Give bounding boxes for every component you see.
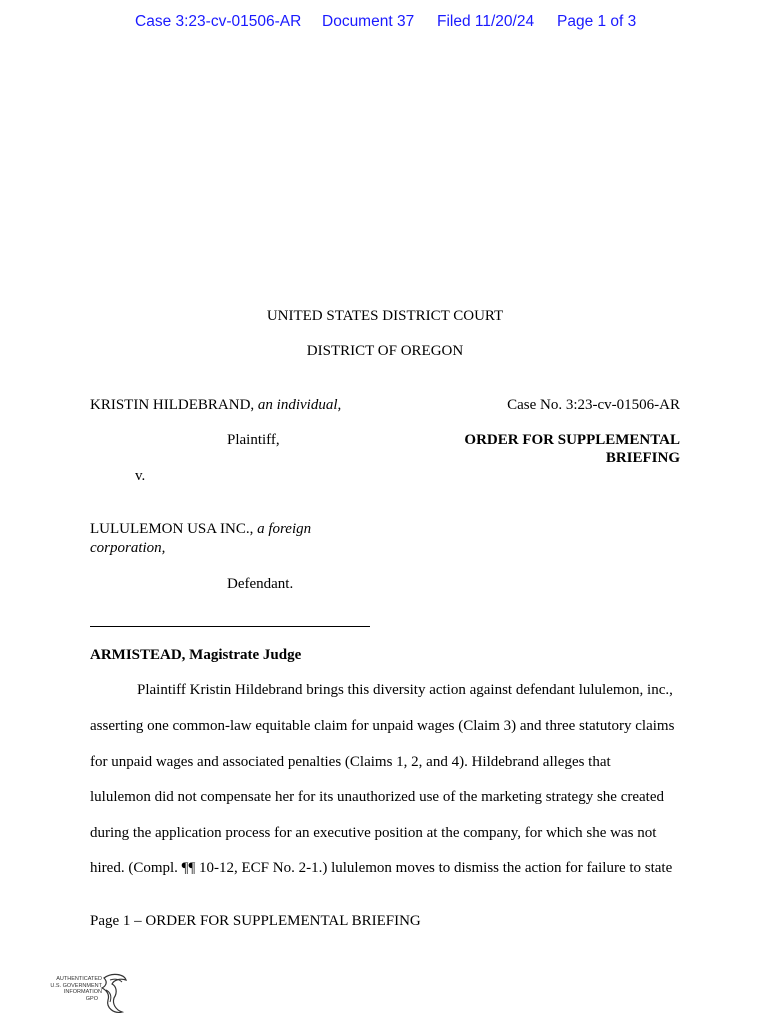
body-line: Plaintiff Kristin Hildebrand brings this diversity action against defendant lululemon, inc., — [137, 682, 673, 698]
plaintiff-caption — [90, 397, 341, 414]
body-line: for unpaid wages and associated penalties (Claims 1, 2, and 4). Hildebrand alleges that — [90, 754, 611, 770]
order-title — [464, 432, 680, 467]
gpo-authentication-logo — [40, 970, 140, 1018]
body-line: during the application process for an executive position at the company, for which she was not — [90, 825, 657, 841]
gpo-line4: GPO — [85, 995, 98, 1002]
body-line: hired. (Compl. ¶¶ 10-12, ECF No. 2-1.) lululemon moves to dismiss the action for failure to state — [90, 860, 673, 876]
order-title-line2: BRIEFING — [605, 450, 680, 466]
page-footer: Page 1 – ORDER FOR SUPPLEMENTAL BRIEFING — [90, 913, 421, 929]
header-case-number: Case 3:23-cv-01506-AR — [135, 13, 302, 30]
order-title-line1: ORDER FOR SUPPLEMENTAL — [464, 432, 680, 448]
caption-divider — [90, 626, 370, 627]
court-name: UNITED STATES DISTRICT COURT — [266, 308, 504, 324]
eagle-icon — [100, 970, 130, 1016]
header-filed-date: Filed 11/20/24 — [437, 13, 535, 30]
versus: v. — [135, 468, 146, 484]
defendant-description-line2: corporation, — [90, 540, 166, 556]
plaintiff-role: Plaintiff, — [227, 432, 280, 448]
case-number: Case No. 3:23-cv-01506-AR — [507, 397, 680, 413]
body-line: asserting one common-law equitable claim for unpaid wages (Claim 3) and three statutory claims — [90, 718, 675, 734]
court-district: DISTRICT OF OREGON — [306, 343, 464, 359]
plaintiff-name: KRISTIN HILDEBRAND, — [90, 397, 255, 413]
defendant-name: LULULEMON USA INC., — [90, 521, 254, 537]
body-line: lululemon did not compensate her for its unauthorized use of the marketing strategy she created — [90, 789, 664, 805]
defendant-caption — [90, 521, 311, 538]
gpo-logo-text — [40, 976, 102, 1002]
judge-name: ARMISTEAD, Magistrate Judge — [90, 647, 302, 663]
defendant-role: Defendant. — [227, 576, 294, 592]
ecf-header — [0, 13, 770, 35]
plaintiff-description: an individual, — [257, 397, 342, 413]
header-document-number: Document 37 — [322, 13, 415, 30]
gpo-line3: INFORMATION — [63, 989, 102, 995]
gpo-line1: AUTHENTICATED — [56, 976, 102, 982]
defendant-description-cont — [90, 540, 165, 557]
defendant-description: a foreign — [257, 521, 312, 537]
header-page-count: Page 1 of 3 — [557, 13, 637, 30]
gpo-line2: U.S. GOVERNMENT — [50, 982, 102, 989]
